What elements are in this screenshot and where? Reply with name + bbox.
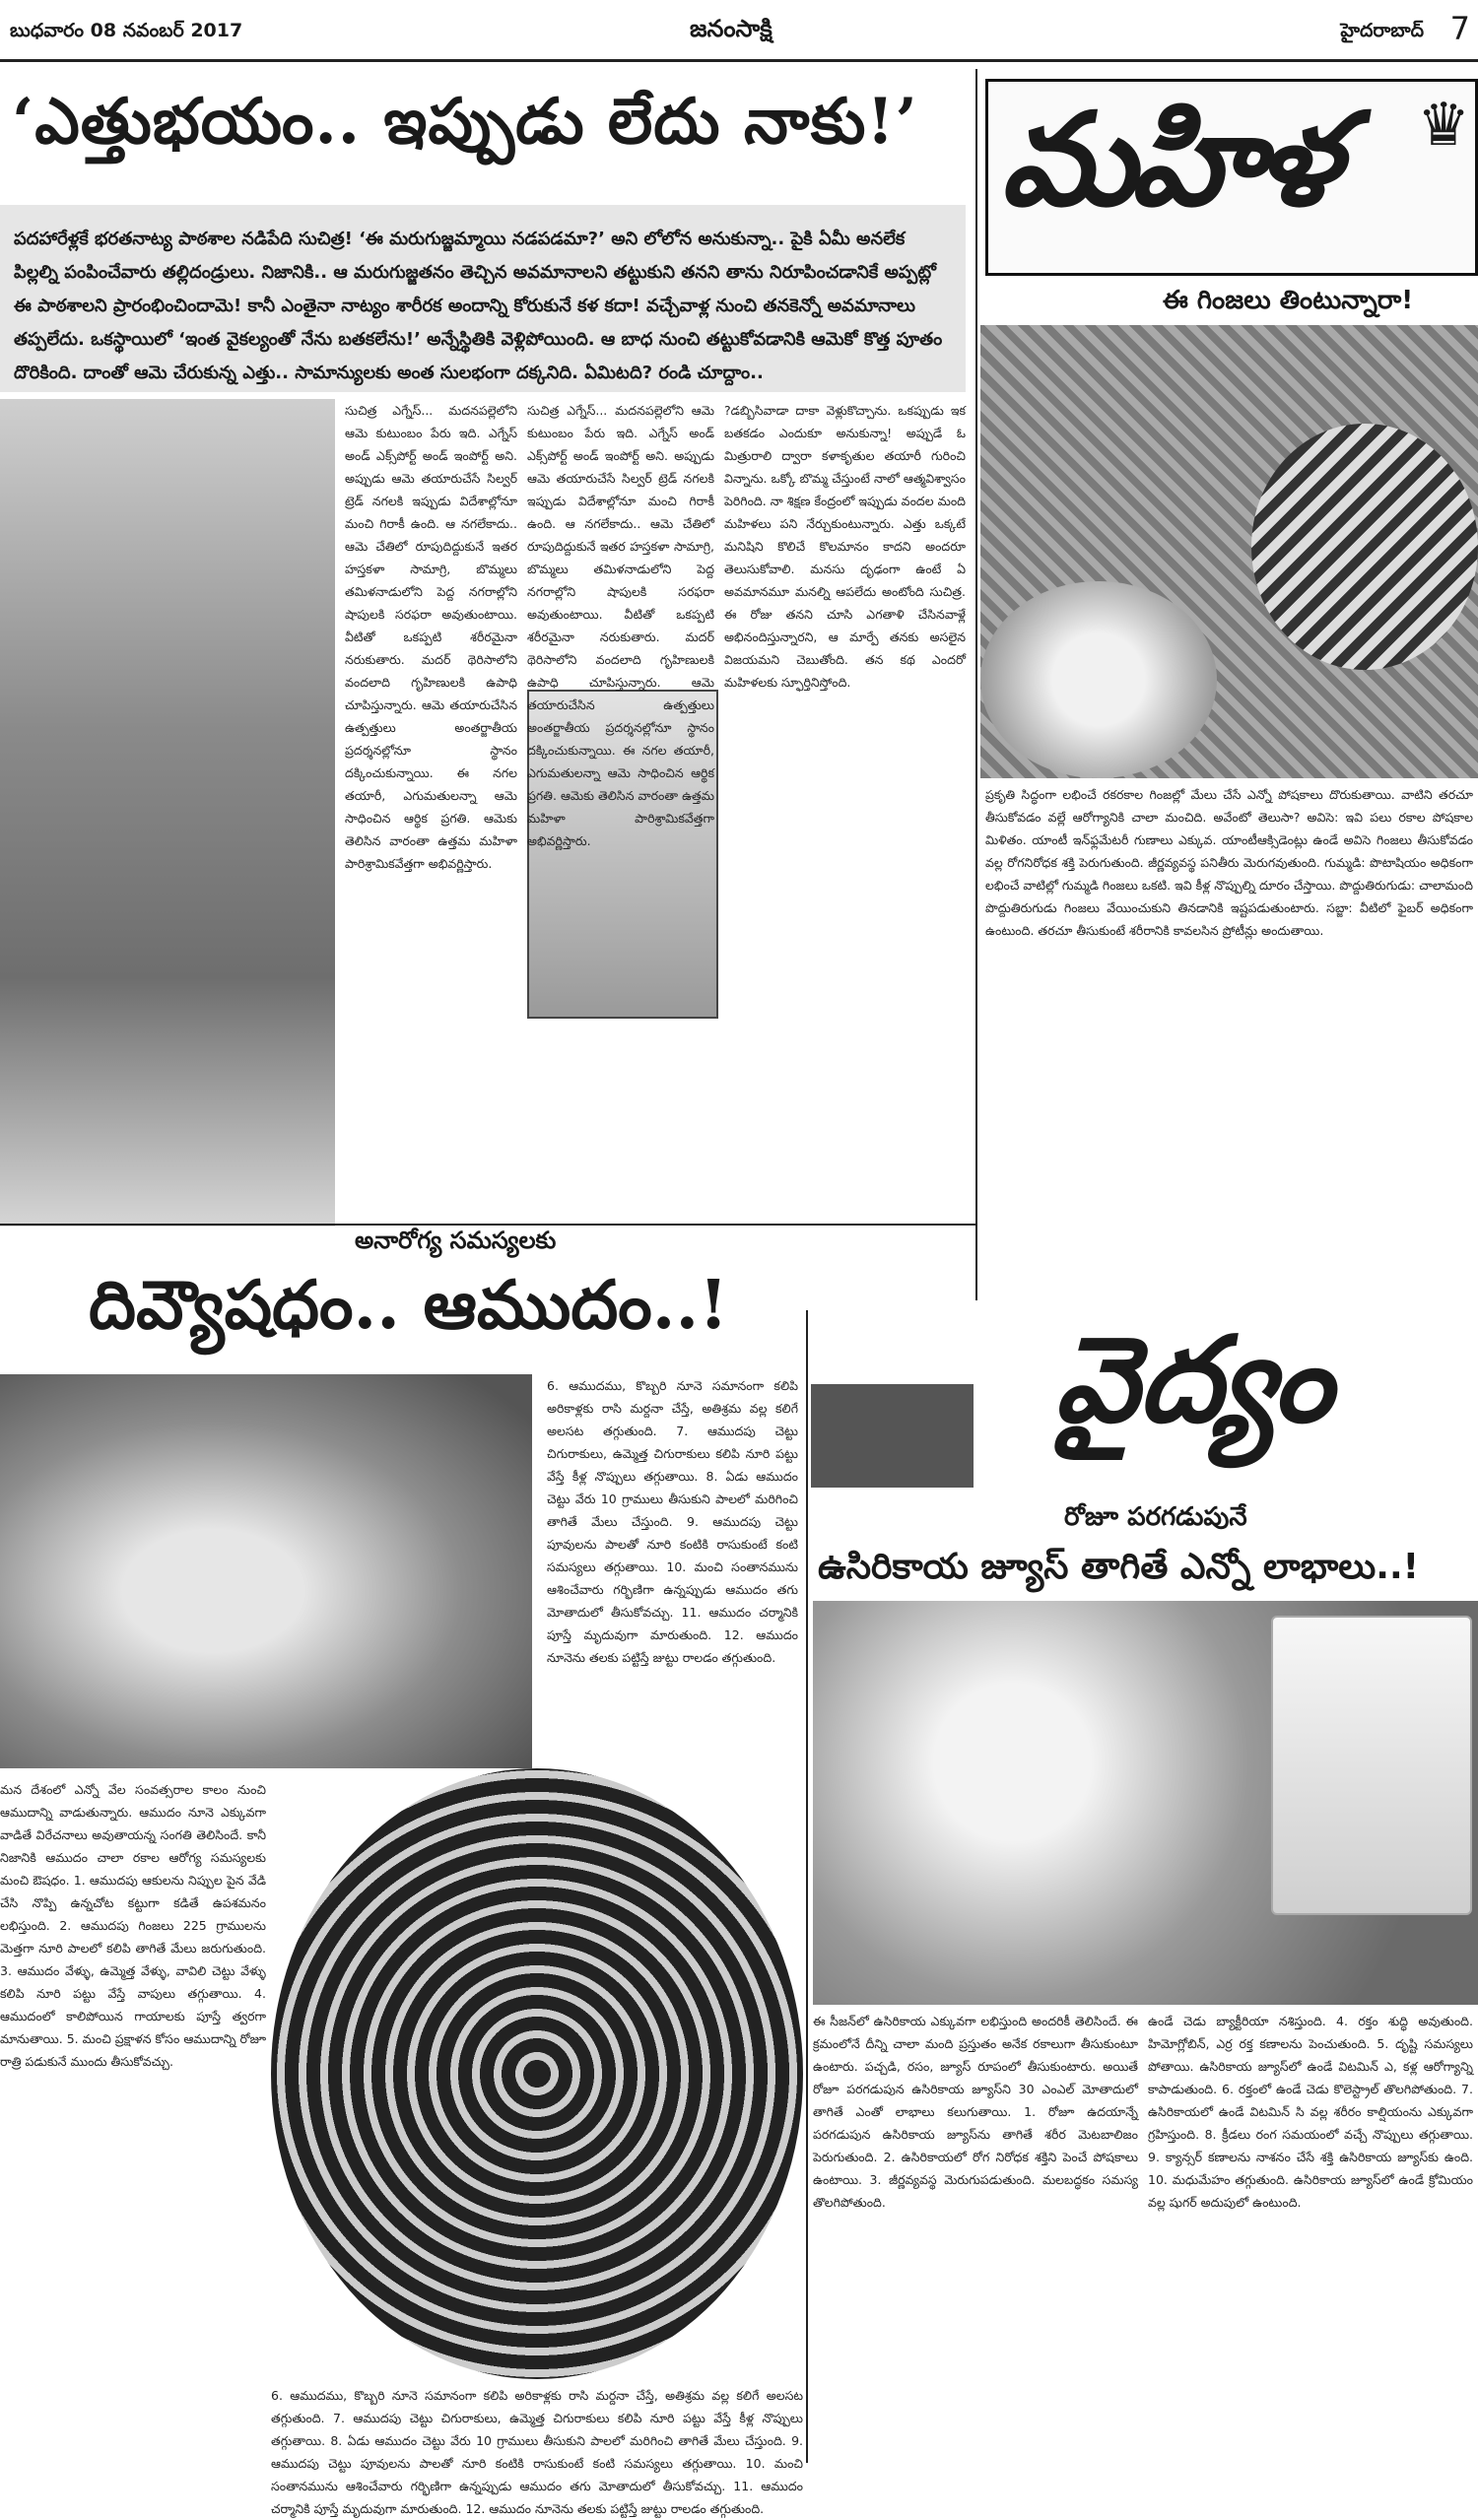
article1-col2: ?డబ్బిసివాడా దాకా వెళ్లుకొచ్చాను. ఒకప్పుడు ఇక బతకడం ఎందుకూ అనుకున్నా! అప్పుడే ఓ మిత్రురాలి ద్వారా కళాకృతుల తయారీ గురించి విన్నాను. ఒక్కో బొమ్మ చేస్తుంటే నాలో ఆత్మవిశ్వాసం పెరిగింది. నా శిక్షణ కేంద్రంలో ఇప్పుడు వందల మంది మహిళలు పని నేర్చుకుంటున్నారు. ఎత్తు ఒక్కటే మనిషిని కొలిచే కొలమానం కాదని అందరూ తెలుసుకోవాలి. మనసు దృఢంగా ఉంటే ఏ అవమానమూ మనల్ని ఆపలేదు అంటోంది సుచిత్ర. ఈ రోజు తనని చూసి ఎగతాళి చేసినవాళ్లే అభినందిస్తున్నారని, ఆ మార్పే తనకు అసలైన విజయమని చెబుతోంది. తన కథ ఎందరో మహిళలకు స్ఫూర్తినిస్తోంది.	[724, 403, 966, 690]
seeds-headline: ఈ గింజలు తింటున్నారా!	[1163, 286, 1414, 315]
vaidyam-section-title: వైద్యం	[1054, 1310, 1333, 1449]
article1-headline: ‘ఎత్తుభయం.. ఇప్పుడు లేదు నాకు!’	[12, 85, 918, 159]
column-divider	[975, 69, 977, 1300]
vaidyam-col1: ఈ సీజన్‌లో ఉసిరికాయ ఎక్కువగా లభిస్తుంది అందరికీ తెలిసిందే. ఈ క్రమంలోనే దీన్ని చాలా మంది ప్రస్తుతం అనేక రకాలుగా తీసుకుంటూ ఉంటారు. పచ్చడి, రసం, జ్యూస్ రూపంలో తీసుకుంటారు. అయితే రోజూ పరగడుపున ఉసిరికాయ జ్యూస్‌ని 30 ఎంఎల్ మోతాదులో తాగితే ఎంతో లాభాలు కలుగుతాయి. 1. రోజూ ఉదయాన్నే పరగడుపున ఉసిరికాయ జ్యూస్‌ను తాగితే శరీర మెటబాలిజం పెరుగుతుంది. 2. ఉసిరికాయలో రోగ నిరోధక శక్తిని పెంచే పోషకాలు ఉంటాయి. 3. జీర్ణవ్యవస్థ మెరుగుపడుతుంది. మలబద్ధకం సమస్య తొలగిపోతుంది.	[813, 2014, 1138, 2210]
grey-box	[811, 1384, 974, 1488]
article2-headline: దివ్యౌషధం.. ఆముదం..!	[89, 1266, 728, 1345]
sunflower-seeds-photo	[1251, 424, 1478, 670]
article2-col-right: 6. ఆముదము, కొబ్బరి నూనె సమానంగా కలిపి అరికాళ్లకు రాసి మర్దనా చేస్తే, అతిశ్రమ వల్ల కలిగే అలసట తగ్గుతుంది. 7. ఆముదపు చెట్టు చిగురాకులు, ఉమ్మెత్త చిగురాకులు కలిపి నూరి పట్టు వేస్తే కీళ్ల నొప్పులు తగ్గుతాయి. 8. ఏడు ఆముదం చెట్టు వేరు 10 గ్రాములు తీసుకుని పాలలో మరిగించి తాగితే మేలు చేస్తుంది. 9. ఆముదపు చెట్టు పూవులను పాలతో నూరి కంటికి రాసుకుంటే కంటి సమస్యలు తగ్గుతాయి. 10. మంచి సంతానమును ఆశించేవారు గర్భిణిగా ఉన్నప్పుడు ఆముదం తగు మోతాదులో తీసుకోవచ్చు. 11. ఆముదం చర్మానికి పూస్తే మృదువుగా మారుతుంది. 12. ఆముదం నూనెను తలకు పట్టిస్తే జుట్టు రాలడం తగ్గుతుంది.	[547, 1378, 798, 1665]
castor-oil-photo	[0, 1374, 532, 1768]
woman-photo	[0, 399, 335, 1227]
crown-icon: ♛	[1417, 91, 1470, 160]
divider	[0, 1224, 975, 1226]
mahila-section-title: మహిళ	[1000, 84, 1335, 234]
issue-date: బుధవారం 08 నవంబర్ 2017	[10, 20, 243, 41]
article2-col-left: మన దేశంలో ఎన్నో వేల సంవత్సరాల కాలం నుంచి ఆముదాన్ని వాడుతున్నారు. ఆముదం నూనె ఎక్కువగా వాడితే విరేచనాలు అవుతాయన్న సంగతి తెలిసిందే. కానీ నిజానికి ఆముదం చాలా రకాల ఆరోగ్య సమస్యలకు మంచి ఔషధం. 1. ఆముదపు ఆకులను నిప్పుల పైన వేడి చేసి నొప్పి ఉన్నచోట కట్టుగా కడితే ఉపశమనం లభిస్తుంది. 2. ఆముదపు గింజలు 225 గ్రాములను మెత్తగా నూరి పాలలో కలిపి తాగితే మేలు జరుగుతుంది. 3. ఆముదం వేళ్ళు, ఉమ్మెత్త వేళ్ళు, వావిలి చెట్టు వేళ్ళు కలిపి నూరి పట్టు వేస్తే వాపులు తగ్గుతాయి. 4. ఆముదంలో కాలిపోయిన గాయాలకు పూస్తే త్వరగా మానుతాయి. 5. మంచి ప్రక్షాళన కోసం ఆముదాన్ని రోజూ రాత్రి పడుకునే ముందు తీసుకోవచ్చు.	[0, 1782, 266, 2069]
article1-intro: పదహారేళ్లకే భరతనాట్య పాఠశాల నడిపేది సుచిత్ర! ‘ఈ మరుగుజ్జమ్మాయి నడపడమా?’ అని లోలోన అనుకున్నా.. పైకి ఏమీ అనలేక పిల్లల్ని పంపించేవారు తల్లిదండ్రులు. నిజానికి.. ఆ మరుగుజ్జతనం తెచ్చిన అవమానాలని తట్టుకుని తనని తాను నిరూపించడానికే అప్పట్లో ఈ పాఠశాలని ప్రారంభించిందామె! కానీ ఎంతైనా నాట్యం శారీరక అందాన్ని కోరుకునే కళ కదా! వచ్చేవాళ్ల నుంచి తనకెన్నో అవమానాలు తప్పలేదు. ఒకస్థాయిలో ‘ఇంత వైకల్యంతో నేను బతకలేను!’ అన్నేస్థితికి వెళ్లిపోయింది. ఆ బాధ నుంచి తట్టుకోవడానికి ఆమెకో కొత్త పూతం దొరికింది. దాంతో ఆమె చేరుకున్న ఎత్తు.. సామాన్యులకు అంత సులభంగా దక్కనిది. ఏమిటది? రండి చూద్దాం..	[0, 205, 966, 392]
page-number: 7	[1449, 10, 1470, 47]
seeds-article-text: ప్రకృతి సిద్ధంగా లభించే రకరకాల గింజల్లో మేలు చేసే ఎన్నో పోషకాలు దొరుకుతాయి. వాటిని తరచూ తీసుకోవడం వల్లే ఆరోగ్యానికి చాలా మంచిది. అవేంటో తెలుసా? అవిసె: ఇవి పలు రకాల పోషకాల మిళితం. యాంటీ ఇన్‌ఫ్లమేటరీ గుణాలు ఎక్కువ. యాంటీఆక్సిడెంట్లు ఉండే అవిసె గింజలు తీసుకోవడం వల్ల రోగనిరోధక శక్తి పెరుగుతుంది. జీర్ణవ్యవస్థ పనితీరు మెరుగవుతుంది. గుమ్మడి: పొటాషియం అధికంగా లభించే వాటిల్లో గుమ్మడి గింజలు ఒకటి. ఇవి కీళ్ల నొప్పుల్ని దూరం చేస్తాయి. పొద్దుతిరుగుడు: చాలామంది పొద్దుతిరుగుడు గింజలు వేయించుకుని తినడానికి ఇష్టపడుతుంటారు. సబ్జా: వీటిలో ఫైబర్ అధికంగా ఉంటుంది. తరచూ తీసుకుంటే శరీరానికి కావలసిన ప్రోటీన్లు అందుతాయి.	[985, 787, 1473, 938]
pumpkin-seeds-photo	[980, 581, 1217, 778]
article1-col1: సుచిత్ర ఎగ్నేస్... మదనపల్లెలోని ఆమె కుటుంబం పేరు ఇది. ఎగ్నేస్ అండ్ ఎక్స్‌పోర్ట్ అండ్ ఇంపోర్ట్ అని. అప్పుడు ఆమె తయారుచేసే సిల్వర్ ట్రెడ్ నగలకి ఇప్పుడు విదేశాల్లోనూ మంచి గిరాకీ ఉంది. ఆ నగలేకాదు.. ఆమె చేతిలో రూపుదిద్దుకునే ఇతర హస్తకళా సామాగ్రి, బొమ్మలు తమిళనాడులోని పెద్ద నగరాల్లోని షాపులకి సరఫరా అవుతుంటాయి. వీటితో ఒకప్పటి శరీరమైనా నరుకుతారు. మదర్ థెరిసాలోని వందలాది గృహిణులకి ఉపాధి చూపిస్తున్నారు. ఆమె తయారుచేసిన ఉత్పత్తులు అంతర్జాతీయ ప్రదర్శనల్లోనూ స్థానం దక్కించుకున్నాయి. ఈ నగల తయారీ, ఎగుమతులన్నా ఆమె సాధించిన ఆర్థిక ప్రగతి. ఆమెకు తెలిసిన వారంతా ఉత్తమ మహిళా పారిశ్రామికవేత్తగా అభివర్ణిస్తారు.	[345, 403, 517, 871]
column-divider-2	[806, 1310, 808, 2463]
masthead: జనంసాక్షి	[690, 14, 773, 42]
edition-location: హైదరాబాద్	[1340, 20, 1424, 41]
vaidyam-headline: ఉసిరికాయ జ్యూస్ తాగితే ఎన్నో లాభాలు..!	[818, 1547, 1420, 1587]
castor-beans-photo	[271, 1768, 803, 2379]
vaidyam-col2: ఉండే చెడు బ్యాక్టీరియా నశిస్తుంది. 4. రక్తం శుద్ధి అవుతుంది. హిమోగ్లోబిన్, ఎర్ర రక్త కణాలను పెంచుతుంది. 5. దృష్టి సమస్యలు పోతాయి. ఉసిరికాయ జ్యూస్‌లో ఉండే విటమిన్ ఎ, కళ్ల ఆరోగ్యాన్ని కాపాడుతుంది. 6. రక్తంలో ఉండే చెడు కొలెస్ట్రాల్ తొలగిపోతుంది. 7. ఉసిరికాయలో ఉండే విటమిన్ సి వల్ల శరీరం కాల్షియంను ఎక్కువగా గ్రహిస్తుంది. 8. క్రీడలు రంగ సమయంలో వచ్చే నొప్పులు తగ్గుతాయి. 9. క్యాన్సర్ కణాలను నాశనం చేసే శక్తి ఉసిరికాయ జ్యూస్‌కు ఉంది. 10. మధుమేహం తగ్గుతుంది. ఉసిరికాయ జ్యూస్‌లో ఉండే క్రోమియం వల్ల షుగర్ అదుపులో ఉంటుంది.	[1148, 2014, 1473, 2210]
juice-glass-photo	[1271, 1616, 1472, 1915]
article1-col1b: సుచిత్ర ఎగ్నేస్... మదనపల్లెలోని ఆమె కుటుంబం పేరు ఇది. ఎగ్నేస్ అండ్ ఎక్స్‌పోర్ట్ అండ్ ఇంపోర్ట్ అని. అప్పుడు ఆమె తయారుచేసే సిల్వర్ ట్రెడ్ నగలకి ఇప్పుడు విదేశాల్లోనూ మంచి గిరాకీ ఉంది. ఆ నగలేకాదు.. ఆమె చేతిలో రూపుదిద్దుకునే ఇతర హస్తకళా సామాగ్రి, బొమ్మలు తమిళనాడులోని పెద్ద నగరాల్లోని షాపులకి సరఫరా అవుతుంటాయి. వీటితో ఒకప్పటి శరీరమైనా నరుకుతారు. మదర్ థెరిసాలోని వందలాది గృహిణులకి ఉపాధి చూపిస్తున్నారు. ఆమె తయారుచేసిన ఉత్పత్తులు అంతర్జాతీయ ప్రదర్శనల్లోనూ స్థానం దక్కించుకున్నాయి. ఈ నగల తయారీ, ఎగుమతులన్నా ఆమె సాధించిన ఆర్థిక ప్రగతి. ఆమెకు తెలిసిన వారంతా ఉత్తమ మహిళా పారిశ్రామికవేత్తగా అభివర్ణిస్తారు.	[527, 403, 714, 848]
vaidyam-kicker: రోజూ పరగడుపునే	[1064, 1502, 1247, 1532]
article2-kicker: అనారోగ్య సమస్యలకు	[355, 1227, 557, 1254]
article2-col-bottom: 6. ఆముదము, కొబ్బరి నూనె సమానంగా కలిపి అరికాళ్లకు రాసి మర్దనా చేస్తే, అతిశ్రమ వల్ల కలిగే అలసట తగ్గుతుంది. 7. ఆముదపు చెట్టు చిగురాకులు, ఉమ్మెత్త చిగురాకులు కలిపి నూరి పట్టు వేస్తే కీళ్ల నొప్పులు తగ్గుతాయి. 8. ఏడు ఆముదం చెట్టు వేరు 10 గ్రాములు తీసుకుని పాలలో మరిగించి తాగితే మేలు చేస్తుంది. 9. ఆముదపు చెట్టు పూవులను పాలతో నూరి కంటికి రాసుకుంటే కంటి సమస్యలు తగ్గుతాయి. 10. మంచి సంతానమును ఆశించేవారు గర్భిణిగా ఉన్నప్పుడు ఆముదం తగు మోతాదులో తీసుకోవచ్చు. 11. ఆముదం చర్మానికి పూస్తే మృదువుగా మారుతుంది. 12. ఆముదం నూనెను తలకు పట్టిస్తే జుట్టు రాలడం తగ్గుతుంది.	[271, 2388, 803, 2516]
